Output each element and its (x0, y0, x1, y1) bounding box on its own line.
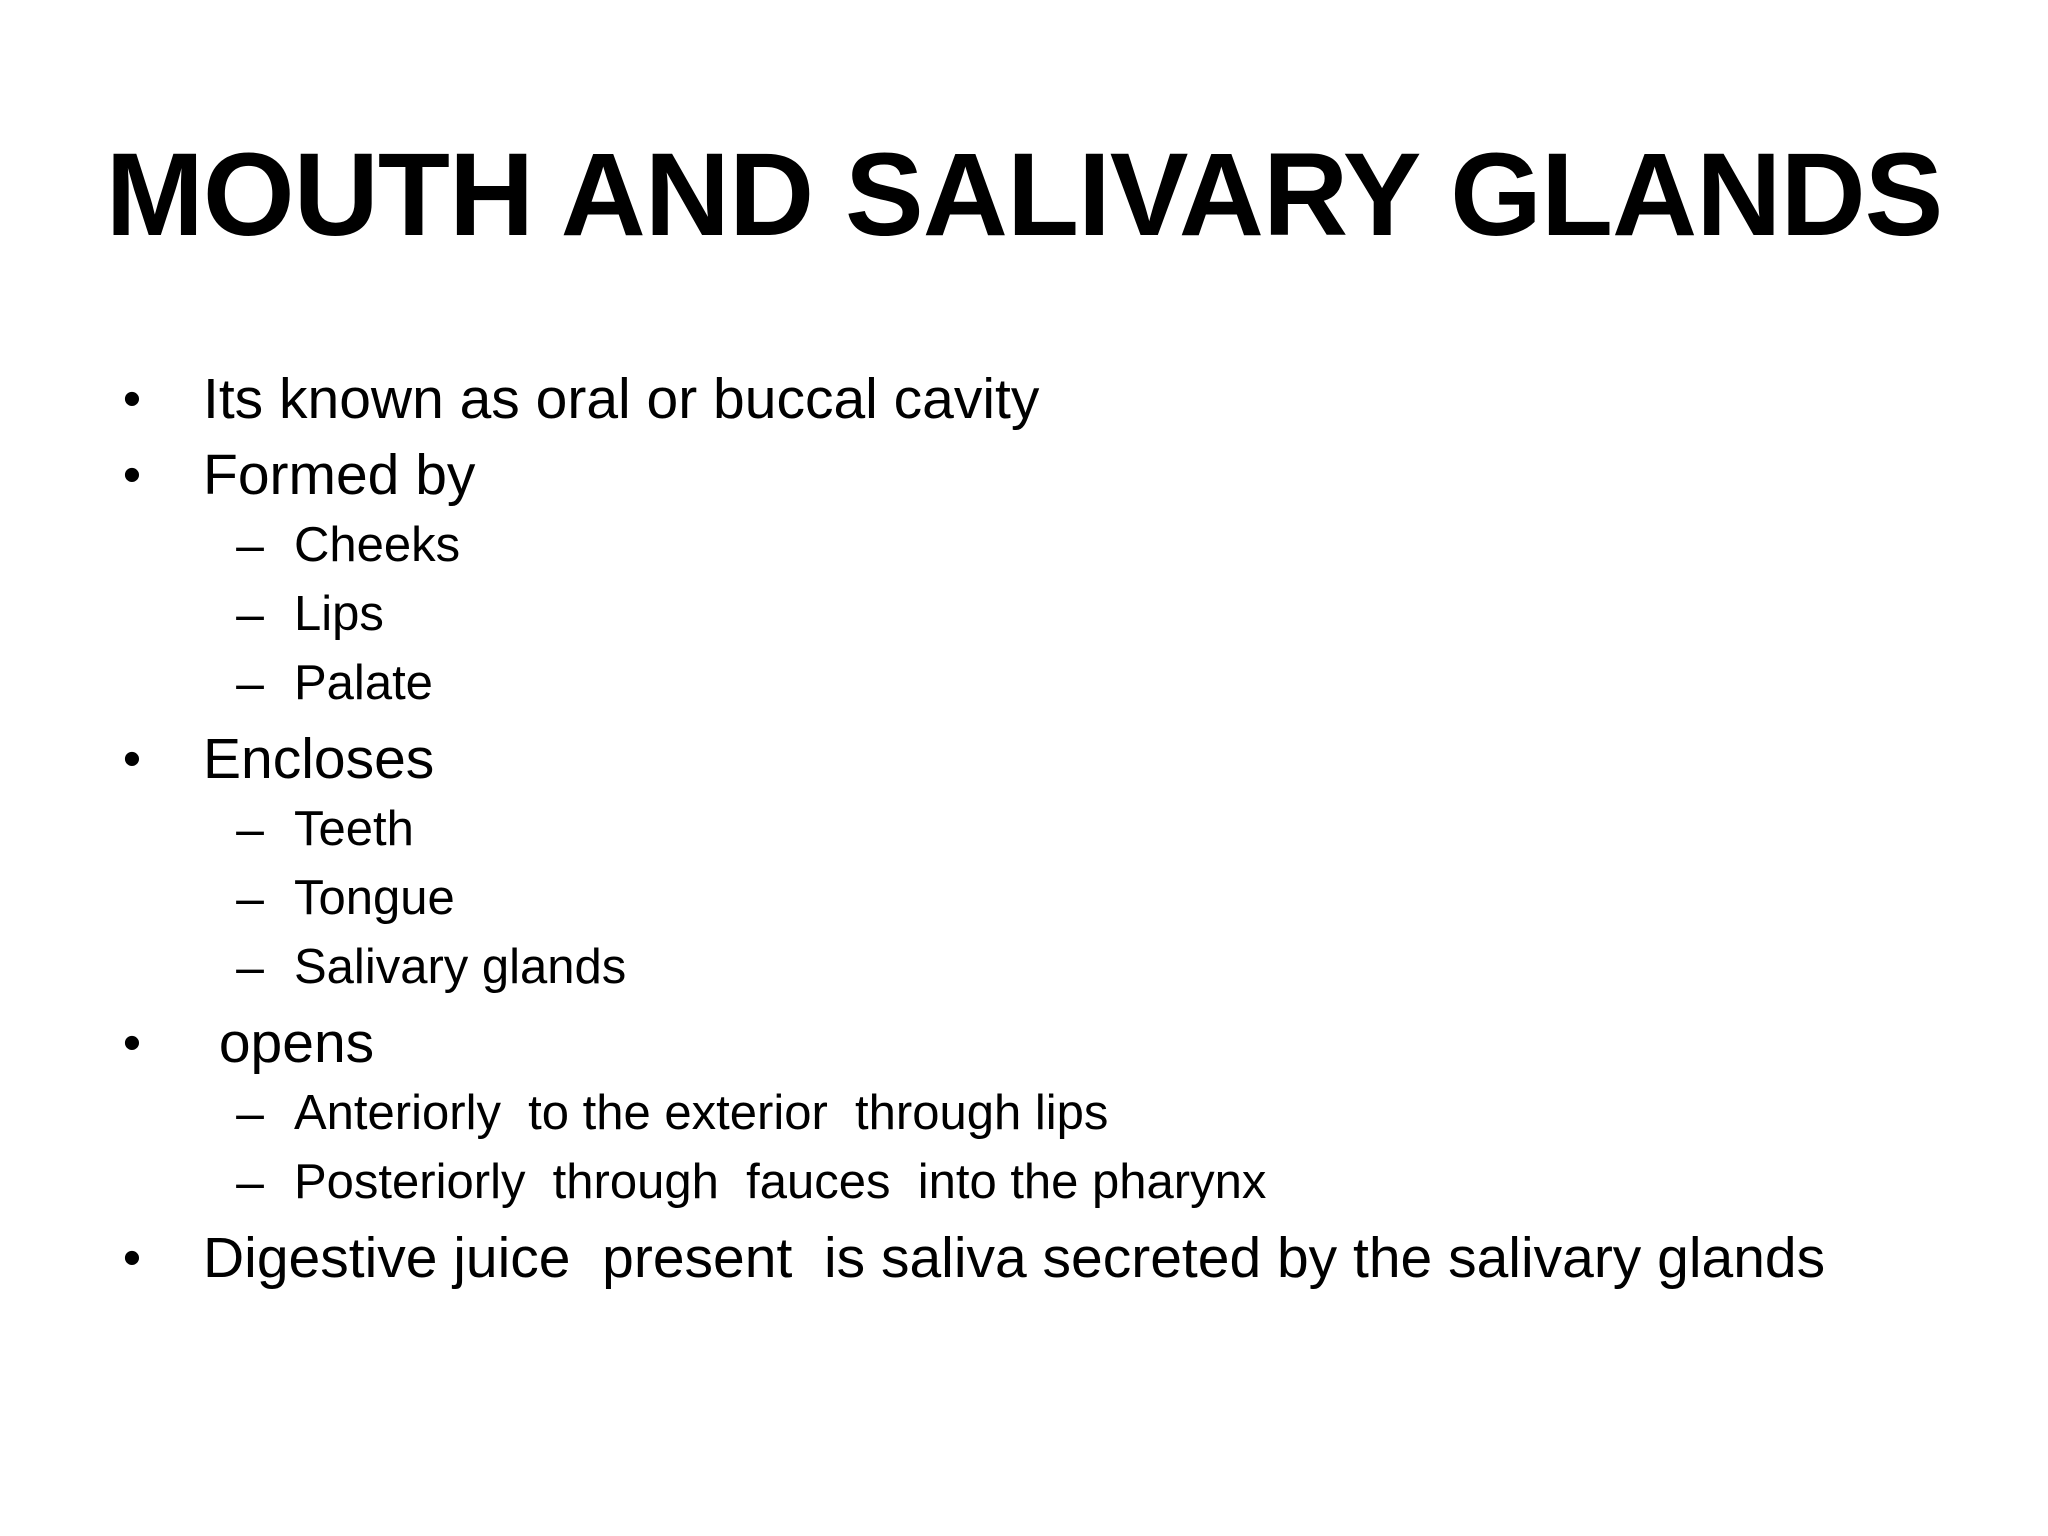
dash-marker: – (236, 870, 264, 926)
sub-bullet-text: Palate (294, 656, 433, 710)
dash-marker: – (236, 939, 264, 995)
sub-bullet-text: Lips (294, 587, 384, 641)
bullet-text: Encloses (203, 727, 435, 791)
dash-marker: – (236, 517, 264, 573)
sub-bullet-text: Tongue (294, 871, 455, 925)
sub-bullet-text: Salivary glands (294, 940, 627, 994)
dash-marker: – (236, 801, 264, 857)
sub-bullet-text: Posteriorly through fauces into the pharynx (294, 1155, 1267, 1209)
dash-marker: – (236, 1085, 264, 1141)
bullet-text: Digestive juice present is saliva secreted by the salivary glands (203, 1226, 1826, 1290)
bullet-marker: • (122, 446, 142, 504)
sub-bullet-text: Teeth (294, 802, 414, 856)
bullet-text: Formed by (203, 443, 476, 507)
dash-marker: – (236, 1154, 264, 1210)
bullet-marker: • (122, 1229, 142, 1287)
bullet-text: opens (203, 1011, 375, 1075)
sub-bullet-text: Anteriorly to the exterior through lips (294, 1086, 1109, 1140)
bullet-marker: • (122, 370, 142, 428)
bullet-text: Its known as oral or buccal cavity (203, 367, 1040, 431)
bullet-marker: • (122, 730, 142, 788)
sub-bullet-text: Cheeks (294, 518, 461, 572)
slide-title: MOUTH AND SALIVARY GLANDS (105, 129, 1943, 261)
dash-marker: – (236, 655, 264, 711)
bullet-marker: • (122, 1014, 142, 1072)
dash-marker: – (236, 586, 264, 642)
